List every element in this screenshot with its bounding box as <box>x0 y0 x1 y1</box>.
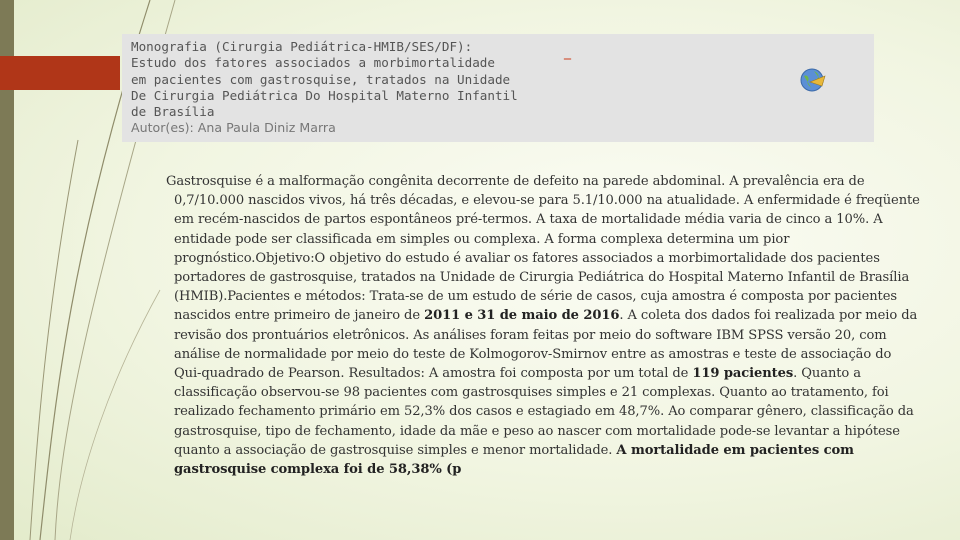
abstract-run: gastrosquise, tipo de fechamento, idade da mãe e peso ao nascer com mortalidade pode-se levantar a hipótese <box>174 423 900 439</box>
abstract-bold-run: A mortalidade em pacientes com <box>616 442 854 458</box>
abstract-line <box>166 172 906 191</box>
abstract-line <box>166 364 906 383</box>
abstract-line <box>166 230 906 249</box>
abstract-line <box>166 345 906 364</box>
abstract-text <box>166 172 920 479</box>
globe-icon[interactable] <box>798 66 828 94</box>
abstract-line <box>166 268 910 287</box>
document-title <box>131 39 561 137</box>
title-line: Estudo dos fatores associados a morbimortalidade <box>131 55 495 71</box>
abstract-run: em recém-nascidos de partos espontâneos pré-termos. A taxa de mortalidade média varia de cinco a 10%. A <box>174 212 883 228</box>
abstract-run: quanto a associação de gastrosquise simples e menor mortalidade. <box>174 442 617 458</box>
abstract-line <box>166 402 914 421</box>
abstract-bold-run: 119 pacientes <box>692 366 794 382</box>
abstract-line <box>166 422 906 441</box>
abstract-line <box>166 306 918 325</box>
abstract-run: Qui-quadrado de Pearson. Resultados: A amostra foi composta por um total de <box>174 366 693 382</box>
abstract-run: nascidos entre primeiro de janeiro de <box>174 308 425 324</box>
link-dash[interactable]: _ <box>564 44 571 60</box>
abstract-run: 0,7/10.000 nascidos vivos, há três décadas, e elevou-se para 5.1/10.000 na atualidade. A enfermidade é freqüente <box>174 193 920 209</box>
document-header <box>122 34 874 142</box>
title-line: Monografia (Cirurgia Pediátrica-HMIB/SES/DF): <box>131 39 473 54</box>
author-line: Autor(es): Ana Paula Diniz Marra <box>131 120 336 136</box>
abstract-run: prognóstico.Objetivo:O objetivo do estudo é avaliar os fatores associados a morbimortalidade dos pacientes <box>174 250 880 266</box>
title-line: de Brasília <box>131 104 215 120</box>
abstract-line <box>166 191 920 210</box>
abstract-run: . Quanto a <box>793 366 861 382</box>
abstract-run: (HMIB).Pacientes e métodos: Trata-se de um estudo de série de casos, cuja amostra é composta por pacientes <box>174 289 897 305</box>
abstract-line <box>166 287 906 306</box>
title-line: em pacientes com gastrosquise, tratados na Unidade <box>131 71 511 87</box>
abstract-bold-run: gastrosquise complexa foi de 58,38% (p <box>174 462 462 478</box>
abstract-run: entidade pode ser classificada em simples ou complexa. A forma complexa determina um pior <box>174 231 790 247</box>
abstract-line <box>166 441 906 460</box>
abstract-line <box>166 383 906 402</box>
abstract-run: . A coleta dos dados foi realizada por meio da <box>619 308 918 324</box>
abstract-line <box>166 326 906 345</box>
abstract-run: classificação observou-se 98 pacientes com gastrosquises simples e 21 complexas. Quanto ao tratamento, foi <box>174 385 889 401</box>
abstract-run: análise de normalidade por meio do teste de Kolmogorov-Smirnov entre as amostras e teste de associação do <box>174 346 892 362</box>
abstract-run: realizado fechamento primário em 52,3% dos casos e estagiado em 48,7%. Ao comparar gênero, classificação da <box>174 404 914 420</box>
abstract-run: revisão dos prontuários eletrônicos. As análises foram feitas por meio do software IBM SPSS versão 20, com <box>174 327 887 343</box>
title-line: De Cirurgia Pediátrica Do Hospital Materno Infantil <box>131 87 518 103</box>
abstract-run: Gastrosquise é a malformação congênita decorrente de defeito na parede abdominal. A prevalência era de <box>166 174 865 189</box>
abstract-line <box>166 249 906 268</box>
abstract-run: portadores de gastrosquise, tratados na Unidade de Cirurgia Pediátrica do Hospital Materno Infantil de Brasília <box>174 270 910 286</box>
abstract-line <box>166 210 906 229</box>
abstract-bold-run: 2011 e 31 de maio de 2016 <box>424 308 620 324</box>
abstract-line <box>166 460 906 479</box>
